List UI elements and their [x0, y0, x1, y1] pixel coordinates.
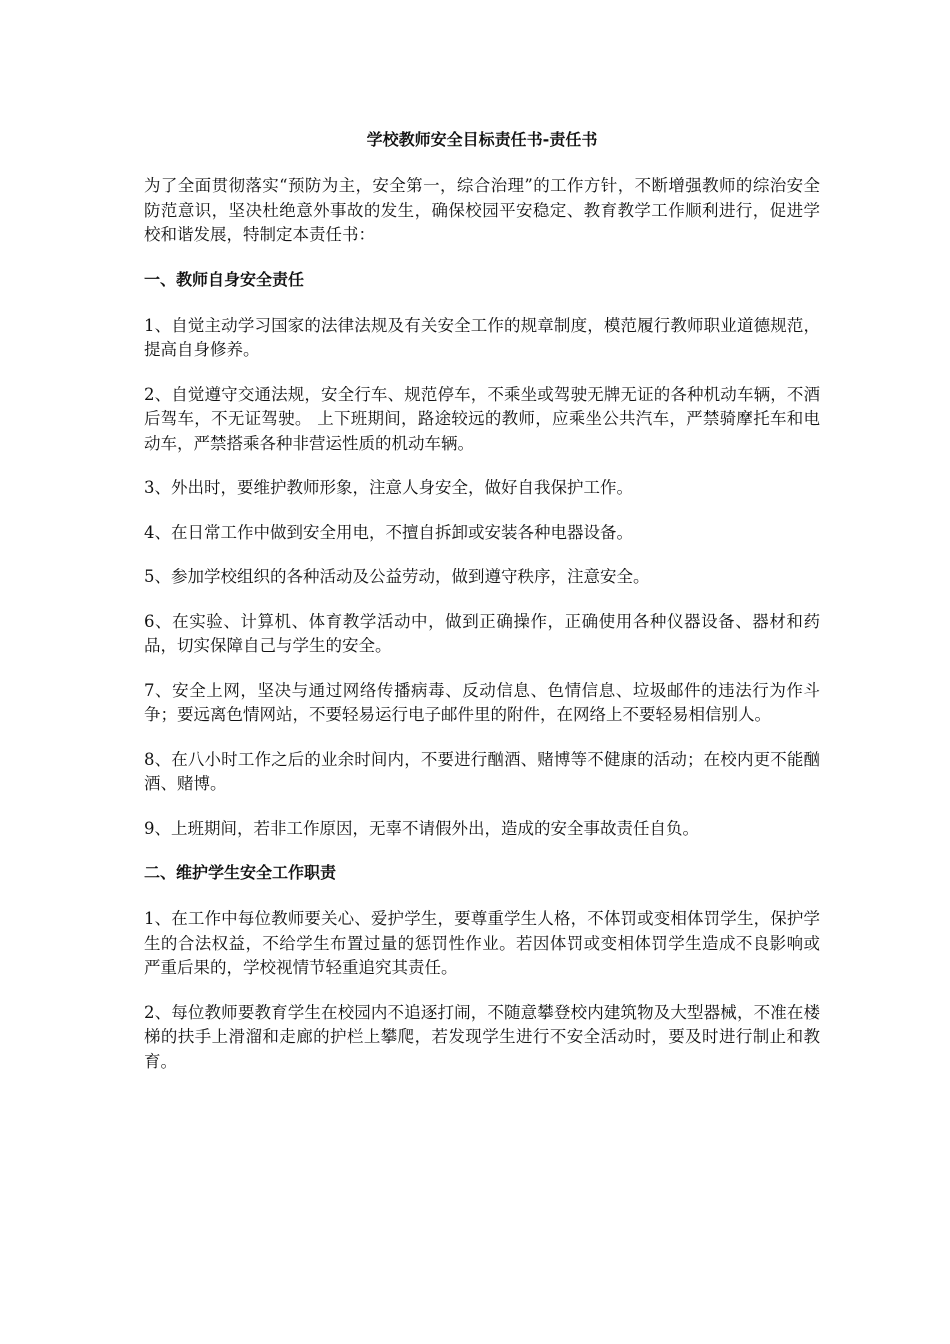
section1-item-1: 1、自觉主动学习国家的法律法规及有关安全工作的规章制度，模范履行教师职业道德规范，提高自身修养。: [144, 315, 820, 359]
section2-heading: 二、维护学生安全工作职责: [144, 863, 337, 882]
section1-item-8: 8、在八小时工作之后的业余时间内，不要进行酗酒、赌博等不健康的活动；在校内更不能酗酒、赌博。: [144, 749, 820, 793]
section1-item-5: 5、参加学校组织的各种活动及公益劳动，做到遵守秩序，注意安全。: [144, 567, 650, 586]
section1-item-9: 9、上班期间，若非工作原因，无辜不请假外出，造成的安全事故责任自负。: [144, 818, 699, 838]
section2-item-2: 2、每位教师要教育学生在校园内不追逐打闹，不随意攀登校内建筑物及大型器械，不准在楼梯的扶手上滑溜和走廊的护栏上攀爬，若发现学生进行不安全活动时，要及时进行制止和教育。: [144, 1002, 820, 1071]
section1-heading: 一、教师自身安全责任: [144, 269, 305, 289]
section1-item-4: 4、在日常工作中做到安全用电，不擅自拆卸或安装各种电器设备。: [144, 522, 633, 542]
document-page: [144, 128, 820, 1094]
document-title: 学校教师安全目标责任书-责任书: [366, 130, 598, 149]
section1-item-7: 7、安全上网，坚决与通过网络传播病毒、反动信息、色情信息、垃圾邮件的违法行为作斗争；要远离色情网站，不要轻易运行电子邮件里的附件，在网络上不要轻易相信别人。: [144, 680, 820, 724]
section2-item-1: 1、在工作中每位教师要关心、爱护学生，要尊重学生人格，不体罚或变相体罚学生，保护学生的合法权益，不给学生布置过量的惩罚性作业。若因体罚或变相体罚学生造成不良影响或严重后果的，学校视情节轻重追究其责任。: [144, 909, 820, 977]
section1-item-6: 6、在实验、计算机、体育教学活动中，做到正确操作，正确使用各种仪器设备、器材和药品，切实保障自己与学生的安全。: [144, 611, 820, 655]
section1-item-2: 2、自觉遵守交通法规，安全行车、规范停车，不乘坐或驾驶无牌无证的各种机动车辆，不酒后驾车，不无证驾驶。 上下班期间，路途较远的教师，应乘坐公共汽车，严禁骑摩托车和电动车，严禁搭乘各种非营运性质的机动车辆。: [144, 384, 820, 453]
section1-item-3: 3、外出时，要维护教师形象，注意人身安全，做好自我保护工作。: [144, 478, 633, 497]
intro-paragraph: 为了全面贯彻落实“预防为主，安全第一，综合治理”的工作方针，不断增强教师的综治安全防范意识，坚决杜绝意外事故的发生，确保校园平安稳定、教育教学工作顺利进行，促进学校和谐发展，特制定本责任书：: [144, 176, 820, 244]
